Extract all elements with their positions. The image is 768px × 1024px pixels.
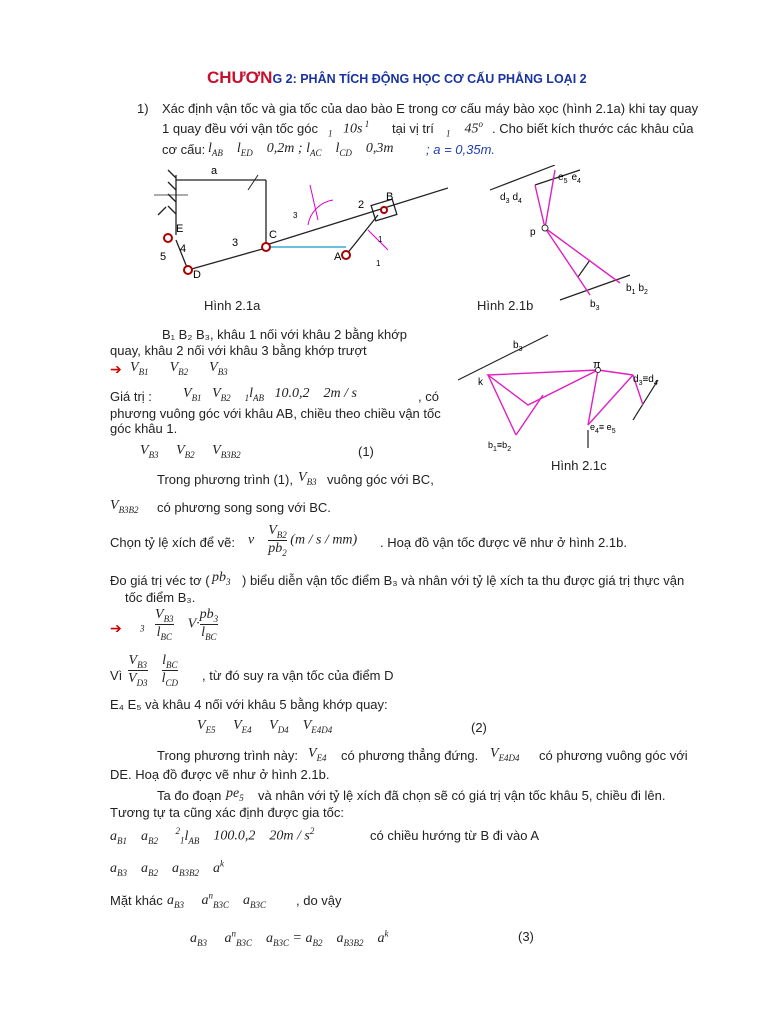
- label-a-point: A: [334, 251, 342, 263]
- label-b3c: $b_3$: [513, 340, 523, 353]
- label-k: k: [478, 377, 483, 388]
- label-d: D: [193, 269, 201, 281]
- caption-2-1b: Hình 2.1b: [477, 298, 534, 313]
- vel-vectors-b: $V_{B1}$ $V_{B2}$ $V_{B3}$: [130, 360, 228, 377]
- vel-b-value: $V_{B1}$ $V_{B2}$ $_1l_{AB}$ 10.0,2 2m / s: [183, 386, 357, 403]
- text-l1: B₁ B₂ B₃, khâu 1 nối với khâu 2 bằng khớp: [162, 327, 407, 342]
- vel-vb3: $V_{B3}$: [298, 470, 317, 487]
- label-d3d4c: $d_3\equiv d_4$: [633, 374, 658, 387]
- text-l5: góc khâu 1.: [110, 421, 178, 436]
- label-p: p: [530, 227, 536, 238]
- accel-b-value: $a_{B1}$ $a_{B2}$ $^2_1l_{AB}$ 100.0,2 $20m / s^2$: [110, 826, 315, 846]
- text-l16: Tương tự ta cũng xác định được gia tốc:: [110, 805, 344, 820]
- text-l6a: Trong phương trình (1),: [157, 472, 293, 487]
- phi-1: $_1$ 45$^o$: [446, 119, 483, 139]
- label-1: 1: [378, 235, 383, 244]
- text-l13c: có phương vuông góc với: [539, 748, 688, 763]
- text-l10: tốc điểm B₃.: [125, 590, 196, 605]
- label-pi: π: [593, 359, 601, 371]
- text-l3b: , có: [418, 389, 439, 404]
- accel-b3-components: $a_{B3}$ $a^n_{B3C}$ $a_{B3C}$: [167, 890, 267, 910]
- eq1-number: (1): [358, 444, 374, 459]
- label-e5: $e_5$ $e_4$: [558, 172, 581, 185]
- label-b3: $b_3$: [590, 299, 600, 310]
- figure-2-1b: [480, 165, 650, 310]
- label-b1b2c: $b_1\equiv b_2$: [488, 440, 512, 453]
- text-l15b: và nhân với tỷ lệ xích đã chọn sẽ có giá trị vận tốc khâu 5, chiều đi lên.: [258, 788, 666, 803]
- problem-line2a: 1 quay đều với vận tốc góc: [162, 121, 318, 136]
- arrow-bullet-1: ➔: [110, 361, 122, 377]
- text-l18a: Mặt khác: [110, 893, 163, 908]
- text-l18b: , do vậy: [296, 893, 342, 908]
- text-l17: có chiều hướng từ B đi vào A: [370, 828, 540, 843]
- label-b: B: [386, 191, 394, 203]
- text-l3a: Giá trị :: [110, 389, 152, 404]
- text-l11a: Vì: [110, 668, 123, 683]
- problem-line3a: cơ cấu:: [162, 142, 206, 157]
- text-l12: E₄ E₅ và khâu 4 nối với khâu 5 bằng khớp quay:: [110, 697, 388, 712]
- label-3b: 3: [293, 211, 298, 220]
- vec-pb3: $pb_3$: [212, 570, 231, 587]
- problem-number: 1): [137, 101, 149, 116]
- label-e: E: [176, 223, 184, 235]
- given-a: ; a = 0,35m.: [426, 142, 496, 157]
- arrow-bullet-2: ➔: [110, 620, 122, 636]
- text-l7: có phương song song với BC.: [157, 500, 331, 515]
- vel-ve4d4: $V_{E4D4}$: [490, 746, 520, 763]
- omega-1: $_1$ 10s $^1$: [328, 119, 370, 139]
- problem-line1: Xác định vận tốc và gia tốc của dao bào E trong cơ cấu máy bào xọc (hình 2.1a) khi tay quay: [162, 101, 699, 116]
- text-l6b: vuông góc với BC,: [327, 472, 434, 487]
- caption-2-1c: Hình 2.1c: [551, 458, 607, 473]
- label-5: 5: [160, 251, 167, 263]
- text-l13a: Trong phương trình này:: [157, 748, 299, 763]
- label-d3d4: $d_3$ $d_4$: [500, 192, 522, 205]
- text-l2: quay, khâu 2 nối với khâu 3 bằng khớp trượt: [110, 343, 367, 358]
- label-1b: 1: [376, 259, 381, 268]
- figure-2-1a: [148, 160, 448, 310]
- text-l8b: . Hoạ đồ vận tốc được vẽ như ở hình 2.1b.: [380, 535, 627, 550]
- label-b1b2: $b_1$ $b_2$: [626, 283, 648, 296]
- problem-line2b: tại vị trí: [392, 121, 434, 136]
- seg-pe5: $pe_5$: [226, 786, 244, 803]
- label-a: a: [211, 165, 218, 177]
- label-2: 2: [358, 199, 365, 211]
- label-3: 3: [232, 237, 239, 249]
- eq2-number: (2): [471, 720, 487, 735]
- text-l9a: Đo giá trị véc tơ (: [110, 573, 210, 588]
- equation-3: $a_{B3}$ $a^n_{B3C}$ $a_{B3C} = a_{B2}$ $a_{B3B2}$ $a^k$: [190, 928, 389, 948]
- page-title: CHƯƠNG 2: PHÂN TÍCH ĐỘNG HỌC CƠ CẤU PHẲNG LOẠI 2: [207, 68, 587, 87]
- vel-ve4: $V_{E4}$: [308, 746, 327, 763]
- text-l4: phương vuông góc với khâu AB, chiều theo chiều vận tốc: [110, 406, 441, 421]
- equation-2: $V_{E5}$ $V_{E4}$ $V_{D4}$ $V_{E4D4}$: [197, 718, 333, 735]
- scale-formula: v $\frac{V_{B2}}{pb_2}$ (m / s / mm): [248, 523, 358, 558]
- label-e4e5: $e_4\equiv e_5$: [590, 422, 616, 435]
- text-l9b: ) biểu diễn vận tốc điểm B₃ và nhân với tỷ lệ xích ta thu được giá trị thực vận: [242, 573, 685, 588]
- text-l11b: , từ đó suy ra vận tốc của điểm D: [202, 668, 394, 683]
- text-l15a: Ta đo đoạn: [157, 788, 222, 803]
- omega3-formula: $_3$ $V_{B3}$ $l_{BC}$ V· $pb_3$ $l_{BC}$: [140, 607, 219, 642]
- dimensions-formula: $l_{AB}$ $l_{ED}$ 0,2m ; $l_{AC}$ $l_{CD}$ 0,3m: [208, 141, 394, 158]
- eq3-number: (3): [518, 929, 534, 944]
- text-l14: DE. Hoạ đồ được vẽ như ở hình 2.1b.: [110, 767, 330, 782]
- accel-vectors: $a_{B3}$ $a_{B2}$ $a_{B3B2}$ $a^k$: [110, 858, 224, 878]
- label-c: C: [269, 229, 277, 241]
- figure-2-1c: [458, 330, 698, 455]
- vel-vb3b2: $V_{B3B2}$: [110, 498, 139, 515]
- caption-2-1a-text: Hình 2.1a: [204, 298, 261, 313]
- equation-1: $V_{B3}$ $V_{B2}$ $V_{B3B2}$: [140, 443, 241, 460]
- ratio-formula: $\frac{V_{B3}}{V_{D3}}$ $l_{BC}$ $l_{CD}$: [128, 653, 178, 688]
- problem-line2c: . Cho biết kích thước các khâu của: [492, 121, 694, 136]
- text-l8a: Chọn tỷ lệ xích để vẽ:: [110, 535, 236, 550]
- text-l13b: có phương thẳng đứng.: [341, 748, 479, 763]
- label-4: 4: [180, 243, 187, 255]
